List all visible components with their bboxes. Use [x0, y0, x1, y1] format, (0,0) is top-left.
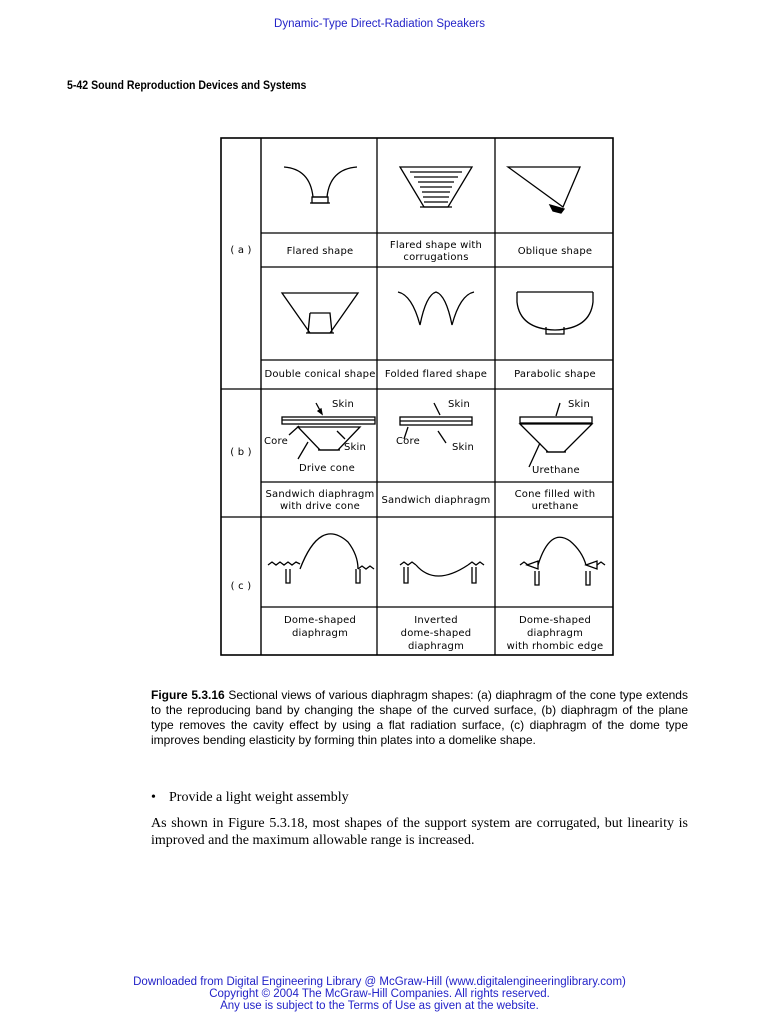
- annotation-skin-4: Skin: [452, 442, 475, 453]
- footer-download-link[interactable]: Downloaded from Digital Engineering Library @ McGraw-Hill (www.digitalengineeringlibrary.com): [133, 976, 626, 988]
- caption-label: Figure 5.3.16: [151, 688, 225, 702]
- inverted-dome-drawing: [400, 562, 484, 583]
- footer: [0, 976, 759, 1012]
- label-dome-2: diaphragm: [291, 628, 349, 639]
- label-cone-urethane-2: urethane: [531, 501, 579, 512]
- rhombic-edge-dome-drawing: [520, 537, 605, 585]
- annotation-urethane: Urethane: [532, 465, 580, 476]
- oblique-shape-drawing: [508, 167, 580, 213]
- bullet-item: [151, 790, 349, 806]
- annotation-core-2: Core: [396, 436, 420, 447]
- label-oblique-shape: Oblique shape: [517, 246, 593, 257]
- body-paragraph: As shown in Figure 5.3.18, most shapes of the support system are corrugated, but linearity is improved and the maximum allowable range is increased.: [151, 816, 688, 848]
- label-rhombic-3: with rhombic edge: [506, 641, 604, 652]
- parabolic-drawing: [517, 292, 593, 334]
- running-title: Dynamic-Type Direct-Radiation Speakers: [274, 18, 485, 30]
- folded-flared-drawing: [398, 292, 474, 325]
- label-sandwich: Sandwich diaphragm: [381, 495, 491, 506]
- section-heading: 5-42 Sound Reproduction Devices and Systems: [67, 78, 307, 92]
- label-inverted-3: diaphragm: [407, 641, 465, 652]
- dome-drawing: [268, 534, 374, 583]
- annotation-skin-1: Skin: [332, 399, 355, 410]
- label-inverted-1: Inverted: [414, 615, 458, 626]
- annotation-skin-2: Skin: [344, 442, 367, 453]
- label-folded-flared: Folded flared shape: [384, 369, 488, 380]
- label-sandwich-drive-1: Sandwich diaphragm: [265, 489, 375, 500]
- annotation-core-1: Core: [264, 436, 288, 447]
- bullet-text: Provide a light weight assembly: [169, 790, 349, 805]
- annotation-skin-3: Skin: [448, 399, 471, 410]
- annotation-skin-5: Skin: [568, 399, 591, 410]
- label-dome-1: Dome-shaped: [283, 615, 357, 626]
- figure-diaphragm-shapes: [220, 137, 617, 657]
- label-inverted-2: dome-shaped: [400, 628, 472, 639]
- cone-urethane-drawing: [520, 403, 592, 467]
- figure-grid: [221, 138, 613, 655]
- row-label-b: ( b ): [230, 447, 252, 458]
- flared-shape-drawing: [284, 167, 357, 203]
- annotation-drive-cone: Drive cone: [299, 463, 355, 474]
- flared-corrugated-drawing: [400, 167, 472, 207]
- row-label-a: ( a ): [230, 245, 252, 256]
- label-flared-shape: Flared shape: [286, 246, 354, 257]
- label-sandwich-drive-2: with drive cone: [280, 501, 360, 512]
- caption-text: Sectional views of various diaphragm shapes: (a) diaphragm of the cone type extends to the reproducing band by changing the shape of the curved surface, (b) diaphragm of the plane type removes the cavity effect by using a flat radiation surface, (c) diaphragm of the dome type improves bending elasticity by forming thin plates into a domelike shape.: [151, 688, 688, 747]
- label-rhombic-2: diaphragm: [526, 628, 584, 639]
- label-parabolic: Parabolic shape: [514, 369, 596, 380]
- label-cone-urethane-1: Cone filled with: [514, 489, 596, 500]
- figure-caption: [151, 688, 688, 748]
- figure-drawing: [220, 137, 617, 657]
- row-label-c: ( c ): [230, 581, 252, 592]
- footer-copyright: Copyright © 2004 The McGraw-Hill Companies. All rights reserved.: [209, 988, 550, 1000]
- double-conical-drawing: [282, 293, 358, 333]
- label-double-conical: Double conical shape: [264, 369, 376, 380]
- bullet-mark: •: [151, 790, 156, 805]
- label-flared-corrugations-1: Flared shape with: [389, 240, 483, 251]
- label-rhombic-1: Dome-shaped: [518, 615, 592, 626]
- label-flared-corrugations-2: corrugations: [403, 252, 469, 263]
- footer-terms-link[interactable]: Any use is subject to the Terms of Use as given at the website.: [220, 1000, 539, 1012]
